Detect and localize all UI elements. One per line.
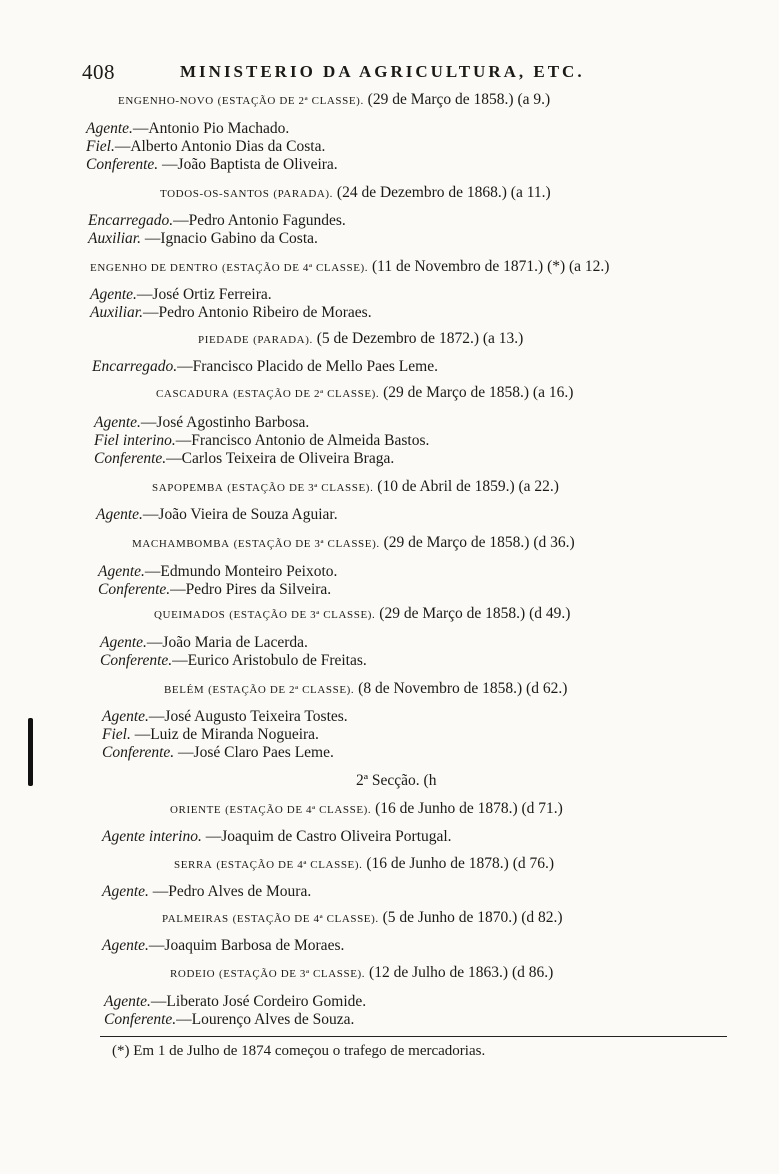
staff-name: —Alberto Antonio Dias da Costa. (114, 138, 326, 155)
staff-line (94, 414, 309, 432)
staff-role: Agente. (102, 708, 149, 725)
staff-line (94, 432, 429, 450)
station-heading (156, 384, 573, 402)
staff-line (88, 230, 318, 248)
station-class: (ESTAÇÃO DE 3ª CLASSE). (227, 482, 374, 494)
staff-name: —Pedro Antonio Ribeiro de Moraes. (142, 304, 372, 321)
staff-role: Fiel interino. (94, 432, 176, 449)
staff-line (102, 937, 344, 955)
station-date: (11 de Novembro de 1871.) (*) (a 12.) (372, 258, 610, 275)
staff-role: Agente. (90, 286, 137, 303)
station-date: (12 de Julho de 1863.) (d 86.) (369, 964, 554, 981)
station-heading (198, 330, 523, 348)
staff-name: —Carlos Teixeira de Oliveira Braga. (166, 450, 395, 467)
staff-role: Agente. (86, 120, 133, 137)
station-date: (29 de Março de 1858.) (a 16.) (383, 384, 574, 401)
staff-name: —José Agostinho Barbosa. (140, 414, 310, 431)
station-name: TODOS-OS-SANTOS (160, 188, 270, 200)
staff-role: Agente interino. (102, 828, 202, 845)
station-heading (170, 800, 563, 818)
staff-line (96, 506, 338, 524)
staff-name: —Pedro Antonio Fagundes. (173, 212, 346, 229)
staff-line (86, 120, 289, 138)
staff-line (90, 304, 372, 322)
staff-line (94, 450, 394, 468)
station-name: ENGENHO-NOVO (118, 95, 214, 107)
page-header (82, 60, 642, 86)
staff-name: —João Baptista de Oliveira. (158, 156, 338, 173)
page-number: 408 (82, 60, 115, 84)
staff-line (90, 286, 272, 304)
station-name: ORIENTE (170, 804, 222, 816)
staff-role: Conferente. (94, 450, 167, 467)
station-class: (ESTAÇÃO DE 2ª CLASSE). (233, 388, 380, 400)
station-date: (16 de Junho de 1878.) (d 76.) (366, 855, 555, 872)
station-date: (5 de Junho de 1870.) (d 82.) (382, 909, 563, 926)
staff-line (88, 212, 346, 230)
station-name: ENGENHO DE DENTRO (90, 262, 219, 274)
staff-name: —Antonio Pio Machado. (132, 120, 290, 137)
section-heading: 2ª Secção. (h (356, 772, 437, 789)
staff-name: —Joaquim de Castro Oliveira Portugal. (201, 828, 452, 845)
station-name: MACHAMBOMBA (132, 538, 230, 550)
margin-ink-mark (28, 718, 33, 786)
station-class: (ESTAÇÃO DE 3ª CLASSE). (229, 609, 376, 621)
running-head: MINISTERIO DA AGRICULTURA, ETC. (180, 62, 585, 81)
staff-line (102, 708, 348, 726)
station-heading (174, 855, 554, 873)
station-date: (24 de Dezembro de 1868.) (a 11.) (336, 184, 551, 201)
station-heading (152, 478, 559, 496)
staff-line (100, 652, 367, 670)
station-date: (10 de Abril de 1859.) (a 22.) (377, 478, 559, 495)
staff-role: Auxiliar. (90, 304, 143, 321)
staff-role: Fiel. (102, 726, 131, 743)
staff-role: Agente. (102, 883, 149, 900)
station-class: (ESTAÇÃO DE 4ª CLASSE). (222, 262, 369, 274)
station-heading (170, 964, 553, 982)
staff-name: —Ignacio Gabino da Costa. (140, 230, 318, 247)
staff-line (104, 1011, 354, 1029)
station-name: RODEIO (170, 968, 216, 980)
staff-role: Agente. (94, 414, 141, 431)
staff-role: Conferente. (104, 1011, 177, 1028)
station-class: (ESTAÇÃO DE 3ª CLASSE). (219, 968, 366, 980)
staff-line (102, 883, 311, 901)
station-heading (154, 605, 570, 623)
staff-role: Encarregado. (92, 358, 178, 375)
staff-line (102, 828, 452, 846)
station-class: (ESTAÇÃO DE 2ª CLASSE). (208, 684, 355, 696)
station-date: (29 de Março de 1858.) (d 36.) (383, 534, 575, 551)
staff-name: —Luiz de Miranda Nogueira. (130, 726, 319, 743)
staff-name: —Francisco Antonio de Almeida Bastos. (175, 432, 430, 449)
station-date: (29 de Março de 1858.) (a 9.) (367, 91, 551, 108)
staff-role: Encarregado. (88, 212, 174, 229)
staff-name: —Joaquim Barbosa de Moraes. (148, 937, 345, 954)
station-name: SAPOPEMBA (152, 482, 224, 494)
staff-name: —Francisco Placido de Mello Paes Leme. (177, 358, 438, 375)
station-date: (16 de Junho de 1878.) (d 71.) (375, 800, 563, 817)
station-name: QUEIMADOS (154, 609, 226, 621)
station-class: (ESTAÇÃO DE 4ª CLASSE). (216, 859, 363, 871)
staff-line (102, 744, 334, 762)
staff-role: Conferente. (98, 581, 171, 598)
staff-role: Agente. (98, 563, 145, 580)
staff-line (104, 993, 366, 1011)
station-date: (5 de Dezembro de 1872.) (a 13.) (316, 330, 524, 347)
station-date: (8 de Novembro de 1858.) (d 62.) (358, 680, 568, 697)
station-heading (118, 91, 550, 109)
station-heading (132, 534, 575, 552)
staff-line (92, 358, 438, 376)
staff-role: Conferente. (102, 744, 175, 761)
staff-line (102, 726, 319, 744)
footnote: (*) Em 1 de Julho de 1874 começou o trafego de mercadorias. (112, 1043, 486, 1059)
staff-role: Conferente. (100, 652, 173, 669)
staff-name: —José Claro Paes Leme. (174, 744, 334, 761)
staff-role: Agente. (102, 937, 149, 954)
staff-name: —Lourenço Alves de Souza. (176, 1011, 355, 1028)
staff-name: —José Augusto Teixeira Tostes. (148, 708, 348, 725)
station-name: SERRA (174, 859, 213, 871)
staff-role: Agente. (104, 993, 151, 1010)
staff-line (86, 156, 338, 174)
station-name: BELÉM (164, 684, 205, 696)
station-class: (ESTAÇÃO DE 4ª CLASSE). (225, 804, 372, 816)
station-date: (29 de Março de 1858.) (d 49.) (379, 605, 571, 622)
staff-role: Conferente. (86, 156, 159, 173)
staff-line (100, 634, 308, 652)
station-heading (164, 680, 567, 698)
station-heading (162, 909, 563, 927)
station-class: (ESTAÇÃO DE 2ª CLASSE). (217, 95, 364, 107)
staff-name: —Edmundo Monteiro Peixoto. (144, 563, 338, 580)
staff-name: —Pedro Pires da Silveira. (170, 581, 332, 598)
staff-name: —João Maria de Lacerda. (146, 634, 308, 651)
staff-role: Auxiliar. (88, 230, 141, 247)
staff-role: Fiel. (86, 138, 115, 155)
station-heading (90, 258, 609, 276)
staff-line (98, 581, 331, 599)
station-name: PIEDADE (198, 334, 250, 346)
staff-role: Agente. (96, 506, 143, 523)
station-class: (PARADA). (273, 188, 334, 200)
staff-line (86, 138, 325, 156)
staff-name: —Pedro Alves de Moura. (148, 883, 312, 900)
staff-name: —José Ortiz Ferreira. (136, 286, 272, 303)
station-class: (PARADA). (253, 334, 313, 346)
station-class: (ESTAÇÃO DE 3ª CLASSE). (233, 538, 380, 550)
staff-name: —João Vieira de Souza Aguiar. (142, 506, 338, 523)
station-class: (ESTAÇÃO DE 4ª CLASSE). (232, 913, 379, 925)
footnote-rule (100, 1036, 727, 1037)
staff-name: —Eurico Aristobulo de Freitas. (172, 652, 367, 669)
station-heading (160, 184, 551, 202)
staff-line (98, 563, 337, 581)
station-name: CASCADURA (156, 388, 230, 400)
staff-role: Agente. (100, 634, 147, 651)
station-name: PALMEIRAS (162, 913, 229, 925)
staff-name: —Liberato José Cordeiro Gomide. (150, 993, 367, 1010)
